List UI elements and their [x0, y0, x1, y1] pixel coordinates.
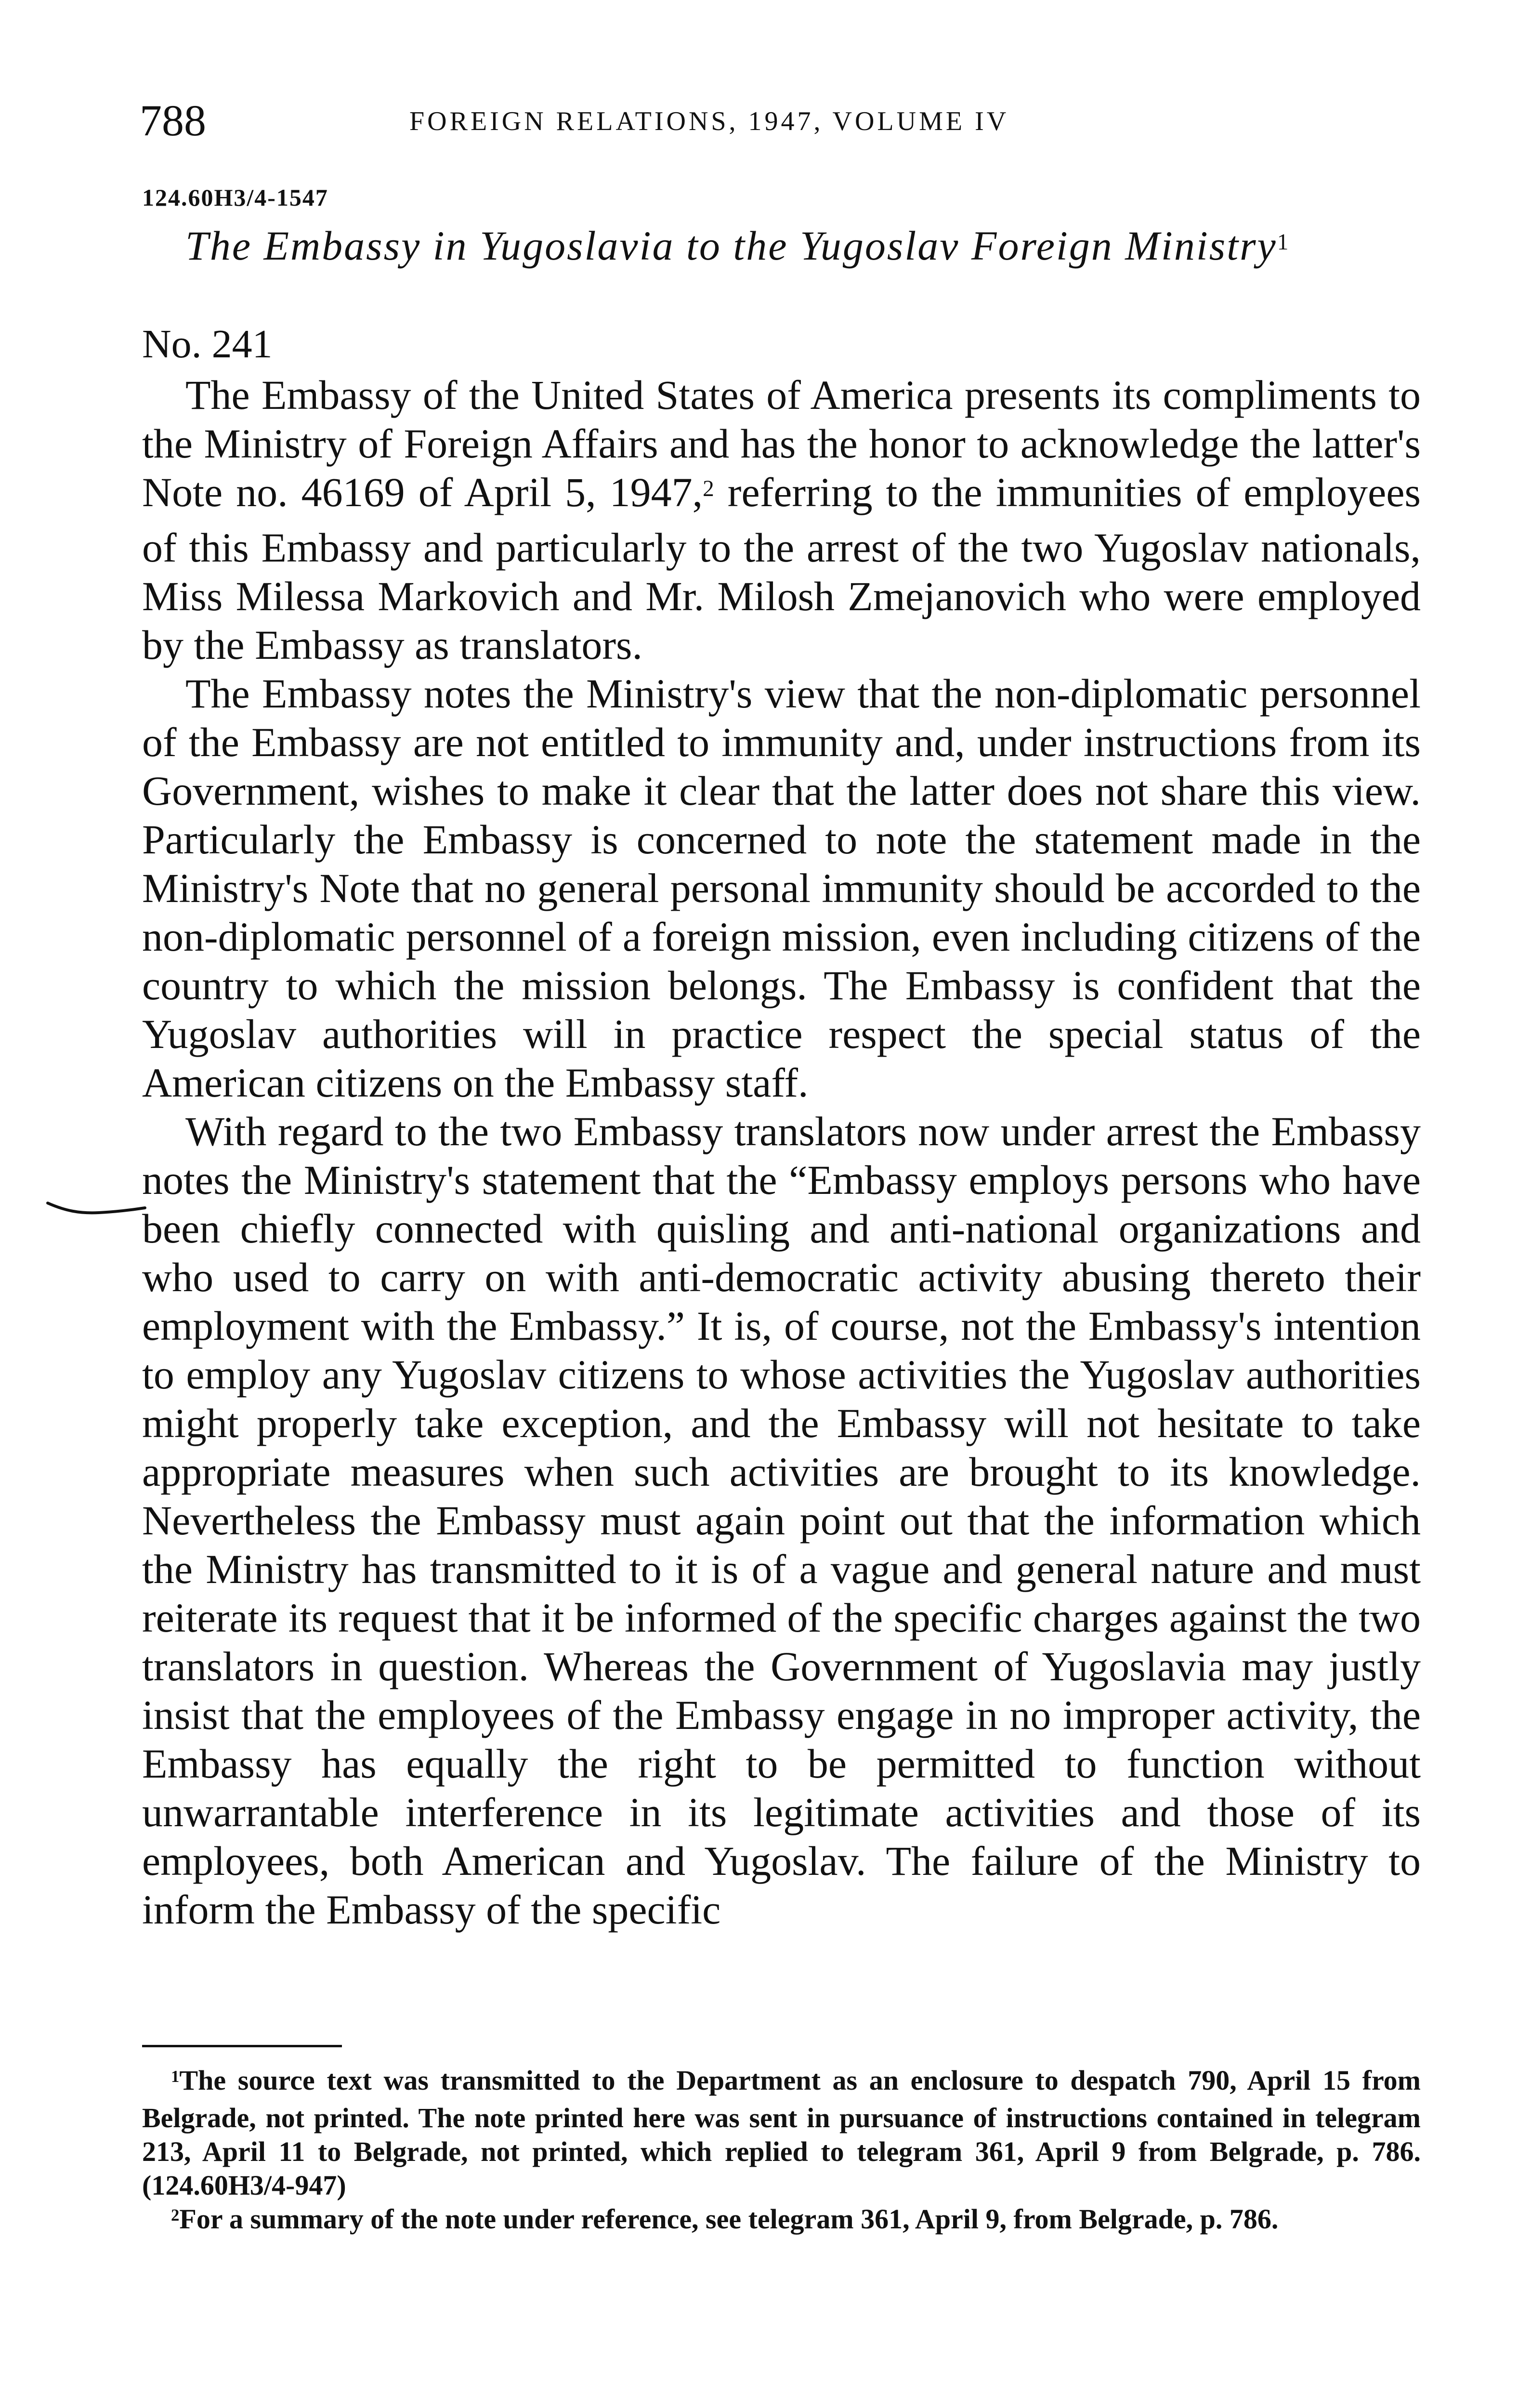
- footnote-2: [142, 2202, 1421, 2240]
- note-number: No. 241: [142, 322, 273, 366]
- footnotes: [142, 2064, 1421, 2240]
- journal-title: FOREIGN RELATIONS, 1947, VOLUME IV: [409, 106, 1009, 136]
- footnote-1-marker: 1: [171, 2067, 180, 2086]
- paragraph-1: [142, 371, 1421, 669]
- paragraph-1-footnote-ref: 2: [703, 476, 714, 501]
- heading-footnote-ref: 1: [1277, 229, 1290, 255]
- footnote-rule: [142, 2045, 342, 2047]
- page-number: 788: [140, 96, 206, 145]
- document-heading: [185, 217, 1389, 281]
- running-head: [140, 94, 1421, 147]
- paragraph-1-text-start: The Embassy of the United States of America presents its compliments to the Ministry of Foreign Affairs and has the honor to acknowledge the latter's Note no. 46169 of April 5, 1947,: [142, 372, 1421, 515]
- note-body: [142, 371, 1421, 1934]
- paragraph-2: The Embassy notes the Ministry's view that the non-diplomatic personnel of the Embassy are not entitled to immunity and, under instructions from its Government, wishes to make it clear that the latter does not share this view. Particularly the Embassy is concerned to note the statement made in the Ministry's Note that no general personal immunity should be accorded to the non-diplomatic personnel of a foreign mission, even including citizens of the country to which the mission belongs. The Embassy is confident that the Yugoslav authorities will in practice respect the special status of the American citizens on the Embassy staff.: [142, 670, 1421, 1106]
- document-heading-text: The Embassy in Yugoslavia to the Yugoslav Foreign Ministry: [185, 222, 1277, 269]
- paragraph-1-text-end: referring to the immunities of employees of this Embassy and particularly to the arrest of the two Yugoslav nationals, Miss Milessa Markovich and Mr. Milosh Zmejanovich who were employed by the Embassy as translators.: [142, 469, 1421, 668]
- footnote-2-marker: 2: [171, 2206, 180, 2225]
- footnote-1-text: The source text was transmitted to the Department as an enclosure to despatch 790, April 15 from Belgrade, not printed. The note printed here was sent in pursuance of instructions contained in telegram 213, April 11 to Belgrade, not printed, which replied to telegram 361, April 9 from Belgrade, p. 786. (124.60H3/4-947): [142, 2065, 1421, 2201]
- paragraph-3: With regard to the two Embassy translators now under arrest the Embassy notes the Ministry's statement that the “Embassy employs persons who have been chiefly connected with quisling and anti-national organizations and who used to carry on with anti-democratic activity abusing thereto their employment with the Embassy.” It is, of course, not the Embassy's intention to employ any Yugoslav citizens to whose activities the Yugoslav authorities might properly take exception, and the Embassy will not hesitate to take appropriate measures when such activities are brought to its knowledge. Nevertheless the Embassy must again point out that the information which the Ministry has transmitted to it is of a vague and general nature and must reiterate its request that it be informed of the specific charges against the two translators in question. Whereas the Government of Yugoslavia may justly insist that the employees of the Embassy engage in no improper activity, the Embassy has equally the right to be permitted to function without unwarrantable interference in its legitimate activities and those of its employees, both American and Yugoslav. The failure of the Ministry to inform the Embassy of the specific: [142, 1108, 1421, 1933]
- footnote-1: [142, 2064, 1421, 2202]
- footnote-2-text: For a summary of the note under reference, see telegram 361, April 9, from Belgrade, p. 786.: [179, 2203, 1279, 2235]
- file-number: 124.60H3/4-1547: [142, 184, 328, 211]
- margin-pen-mark: [46, 1190, 147, 1223]
